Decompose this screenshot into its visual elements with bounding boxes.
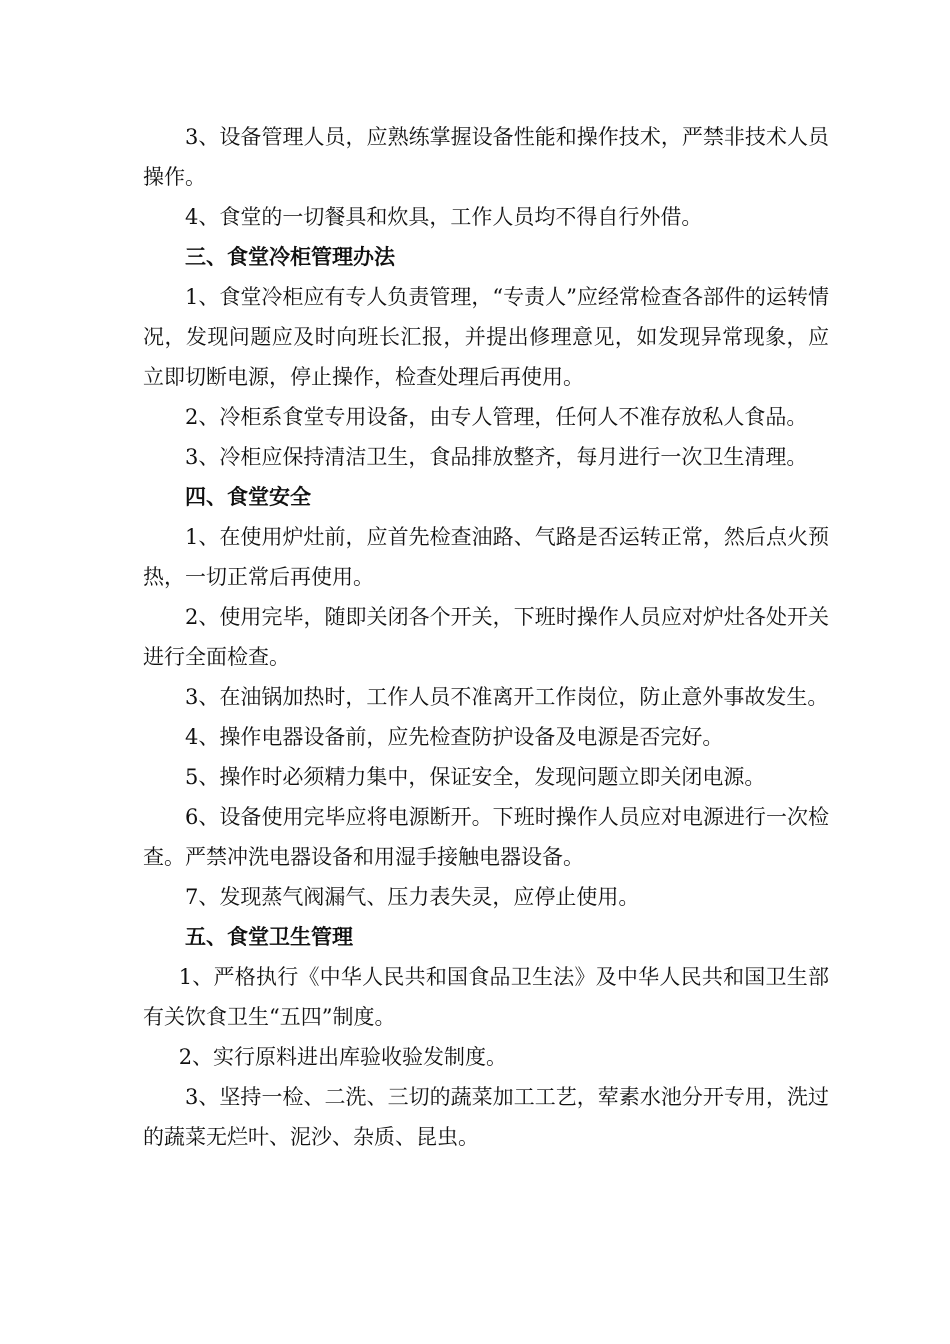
paragraph-freezer-dedicated: 2、冷柜系食堂专用设备，由专人管理，任何人不准存放私人食品。 (185, 405, 808, 429)
paragraph-electrical-check: 4、操作电器设备前，应先检查防护设备及电源是否完好。 (185, 725, 724, 749)
section-heading-freezer-management: 三、食堂冷柜管理办法 (185, 245, 395, 269)
paragraph-concentration: 5、操作时必须精力集中，保证安全，发现问题立即关闭电源。 (185, 765, 766, 789)
paragraph-tableware-lending: 4、食堂的一切餐具和炊具，工作人员均不得自行外借。 (185, 205, 703, 229)
paragraph-equipment-staff: 3、设备管理人员，应熟练掌握设备性能和操作技术，严禁非技术人员操作。 (143, 125, 829, 189)
paragraph-stove-check: 1、在使用炉灶前，应首先检查油路、气路是否运转正常，然后点火预热，一切正常后再使用。 (143, 525, 829, 589)
paragraph-wok-heating: 3、在油锅加热时，工作人员不准离开工作岗位，防止意外事故发生。 (185, 685, 829, 709)
paragraph-inventory-inspection: 2、实行原料进出库验收验发制度。 (178, 1045, 508, 1069)
document-body (143, 117, 829, 1157)
paragraph-hygiene-law: 1、严格执行《中华人民共和国食品卫生法》及中华人民共和国卫生部有关饮食卫生“五四”制度。 (143, 965, 829, 1029)
paragraph-switch-off: 2、使用完毕，随即关闭各个开关，下班时操作人员应对炉灶各处开关进行全面检查。 (143, 605, 829, 669)
paragraph-power-off: 6、设备使用完毕应将电源断开。下班时操作人员应对电源进行一次检查。严禁冲洗电器设备和用湿手接触电器设备。 (143, 805, 829, 869)
section-heading-hygiene-management: 五、食堂卫生管理 (185, 925, 353, 949)
paragraph-vegetable-processing: 3、坚持一检、二洗、三切的蔬菜加工工艺，荤素水池分开专用，洗过的蔬菜无烂叶、泥沙、杂质、昆虫。 (143, 1085, 829, 1149)
section-heading-canteen-safety: 四、食堂安全 (185, 485, 311, 509)
paragraph-freezer-cleaning: 3、冷柜应保持清洁卫生，食品排放整齐，每月进行一次卫生清理。 (185, 445, 808, 469)
paragraph-steam-valve: 7、发现蒸气阀漏气、压力表失灵，应停止使用。 (185, 885, 640, 909)
paragraph-freezer-responsibility: 1、食堂冷柜应有专人负责管理，“专责人”应经常检查各部件的运转情况，发现问题应及时向班长汇报，并提出修理意见，如发现异常现象，应立即切断电源，停止操作，检查处理后再使用。 (143, 285, 829, 389)
